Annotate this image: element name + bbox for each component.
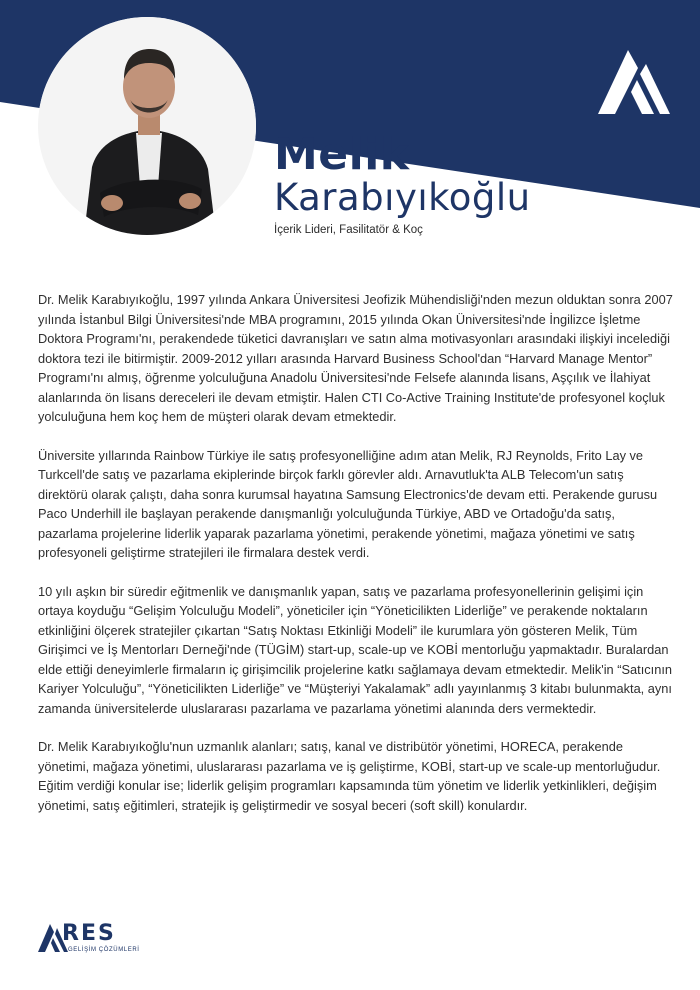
portrait-photo: [38, 17, 256, 235]
biography: [38, 290, 674, 834]
bio-paragraph-1: Dr. Melik Karabıyıkoğlu, 1997 yılında Ankara Üniversitesi Jeofizik Mühendisliği'nden mezun olduktan sonra 2007 yılında İstanbul Bilgi Üniversitesi'nde MBA programını, 2015 yılında Okan Üniversitesi'nde İngilizce İşletme Doktora Programı'nı, perakendede tüketici davranışları ve satın alma motivasyonları arasındaki ilişkiyi incelediği doktora tezi ile bitirmiştir. 2009-2012 yılları arasında Harvard Business School'dan “Harvard Manage Mentor” Programı'nı almış, öğrenme yolculuğuna Anadolu Üniversitesi'nde Felsefe alanında lisans, Aşçılık ve İlahiyat alanlarında ön lisans dereceleri ile devam etmiştir. Halen CTI Co-Active Training Institute'de profesyonel koçluk yolculuğuna hem koç hem de müşteri olarak devam etmektedir.: [38, 292, 673, 424]
role-subtitle: İçerik Lideri, Fasilitatör & Koç: [274, 224, 423, 236]
bio-paragraph-3: 10 yılı aşkın bir süredir eğitmenlik ve danışmanlık yapan, satış ve pazarlama profesyonellerinin gelişimi için ortaya koyduğu “Gelişim Yolculuğu Modeli”, yöneticiler için “Yöneticilikten Liderliğe” ve perakende noktaların etkinliğini ölçerek stratejiler çıkartan “Satış Noktası Etkinliği Modeli” ile kurumlara yön gösteren Melik, Tüm Girişimci ve İş Mentorları Derneği'nde (TÜGİM) start-up, scale-up ve KOBİ mentorluğu yapmaktadır. Buralardan elde ettiği deneyimlerle firmaların iç girişimcilik projelerine katkı sağlamaya devam etmektedir. Melik'in “Satıcının Kariyer Yolculuğu”, “Yöneticilikten Liderliğe” ve “Müşteriyi Yakalamak” adlı yayınlanmış 3 kitabı bulunmakta, aynı zamanda üniversitelerde uluslararası pazarlama ve pazarlama yönetimi alanında ders vermektedir.: [38, 583, 673, 716]
bio-paragraph-4: Dr. Melik Karabıyıkoğlu'nun uzmanlık alanları; satış, kanal ve distribütör yönetimi, HORECA, perakende yönetimi, mağaza yönetimi, uluslararası pazarlama ve iş geliştirme, KOBİ, start-up ve scale-up mentorluğudur. Eğitim verdiği konular ise; liderlik gelişim programları kapsamında tüm yönetim ve liderlik yetkinlikleri, değişim yönetimi, satış eğitimleri, stratejik iş geliştirmedir ve sosyal beceri (soft skill) konulardır.: [38, 739, 661, 813]
last-name: Karabıyıkoğlu: [274, 176, 531, 219]
bio-paragraph-2: Üniversite yıllarında Rainbow Türkiye ile satış profesyonelliğine adım atan Melik, RJ Reynolds, Frito Lay ve Turkcell'de satış ve pazarlama ekiplerinde birçok farklı görevler aldı. Arnavutluk'ta ALB Telecom'un satış direktörü olarak çalıştı, daha sonra kurumsal hayatına Samsung Electronics'de devam etti. Perakende gurusu Paco Underhill ile başlayan perakende danışmanlığı yolculuğunda Türkiye, ABD ve Ortadoğu'da satış, pazarlama projelerine liderlik yaparak pazarlama yönetimi, perakende yönetimi, mağaza yönetimi ve satış profesyoneli geliştirme stratejileri ile firmalara destek verdi.: [38, 447, 658, 560]
ares-a-mark-icon: [598, 50, 670, 116]
footer-logo-tagline: GELİŞİM ÇÖZÜMLERİ: [68, 947, 140, 953]
first-name: Melik: [274, 129, 410, 180]
footer-logo-word: RES: [62, 921, 116, 946]
